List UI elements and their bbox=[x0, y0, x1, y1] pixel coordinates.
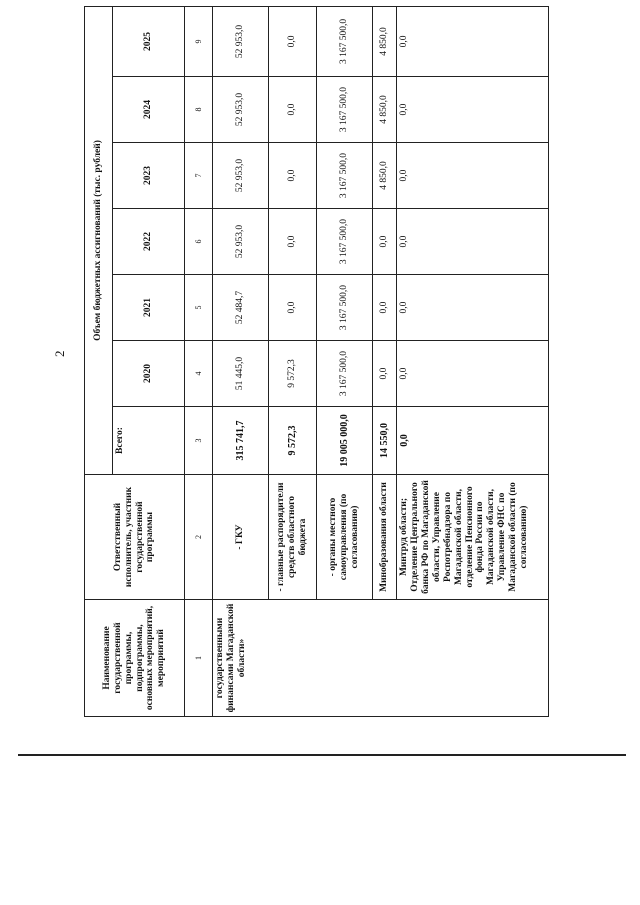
responsible-cell: Минобразования области bbox=[373, 475, 397, 600]
value-cell: 52 484,7 bbox=[213, 275, 269, 341]
index-cell: 1 bbox=[185, 600, 213, 717]
header-year: 2020 bbox=[113, 341, 185, 407]
value-cell: 0,0 bbox=[373, 275, 397, 341]
value-cell: 3 167 500,0 bbox=[317, 143, 373, 209]
value-cell: 0,0 bbox=[269, 77, 317, 143]
header-total: Всего: bbox=[113, 407, 185, 475]
value-cell: 3 167 500,0 bbox=[317, 275, 373, 341]
budget-table bbox=[84, 6, 549, 717]
header-year: 2024 bbox=[113, 77, 185, 143]
index-cell: 4 bbox=[185, 341, 213, 407]
index-cell: 6 bbox=[185, 209, 213, 275]
value-cell: 0,0 bbox=[269, 275, 317, 341]
header-year: 2025 bbox=[113, 6, 185, 76]
responsible-cell: - ГКУ bbox=[213, 475, 269, 600]
value-cell: 0,0 bbox=[397, 6, 549, 76]
value-cell: 3 167 500,0 bbox=[317, 209, 373, 275]
value-cell: 52 953,0 bbox=[213, 143, 269, 209]
header-year: 2022 bbox=[113, 209, 185, 275]
value-cell: 4 850,0 bbox=[373, 143, 397, 209]
total-cell: 19 005 000,0 bbox=[317, 407, 373, 475]
index-cell: 7 bbox=[185, 143, 213, 209]
value-cell: 0,0 bbox=[397, 77, 549, 143]
value-cell: 52 953,0 bbox=[213, 209, 269, 275]
rotated-table-wrapper bbox=[84, 7, 634, 717]
index-cell: 8 bbox=[185, 77, 213, 143]
value-cell: 0,0 bbox=[397, 209, 549, 275]
index-cell: 9 bbox=[185, 6, 213, 76]
value-cell: 3 167 500,0 bbox=[317, 77, 373, 143]
program-name-cell: государственными финансами Магаданской области» bbox=[213, 600, 549, 717]
value-cell: 4 850,0 bbox=[373, 77, 397, 143]
value-cell: 52 953,0 bbox=[213, 6, 269, 76]
value-cell: 52 953,0 bbox=[213, 77, 269, 143]
header-responsible: Ответственный исполнитель, участник государственной программы bbox=[85, 475, 185, 600]
value-cell: 0,0 bbox=[373, 209, 397, 275]
responsible-cell: - главные распорядители средств областного бюджета bbox=[269, 475, 317, 600]
value-cell: 0,0 bbox=[397, 341, 549, 407]
value-cell: 0,0 bbox=[397, 143, 549, 209]
total-cell: 315 741,7 bbox=[213, 407, 269, 475]
value-cell: 3 167 500,0 bbox=[317, 341, 373, 407]
value-cell: 0,0 bbox=[373, 341, 397, 407]
value-cell: 0,0 bbox=[269, 143, 317, 209]
responsible-cell: Минтруд области; Отделение Центрального банка РФ по Магаданской области, Управление Роспотребнадзора по Магаданской области, отделение Пенсионного фонда России по Магаданской области, Управление ФНС по Магаданской области (по согласованию) bbox=[397, 475, 549, 600]
total-cell: 14 550,0 bbox=[373, 407, 397, 475]
value-cell: 51 445,0 bbox=[213, 341, 269, 407]
index-cell: 5 bbox=[185, 275, 213, 341]
value-cell: 0,0 bbox=[269, 209, 317, 275]
value-cell: 3 167 500,0 bbox=[317, 6, 373, 76]
page-number: 2 bbox=[52, 350, 67, 357]
horizontal-rule bbox=[18, 754, 626, 756]
total-cell: 9 572,3 bbox=[269, 407, 317, 475]
value-cell: 9 572,3 bbox=[269, 341, 317, 407]
header-year: 2021 bbox=[113, 275, 185, 341]
value-cell: 0,0 bbox=[269, 6, 317, 76]
total-cell: 0,0 bbox=[397, 407, 549, 475]
header-name: Наименование государственной программы, подпрограммы, основных мероприятий, мероприятий bbox=[85, 600, 185, 717]
index-cell: 3 bbox=[185, 407, 213, 475]
responsible-cell: - органы местного самоуправления (по согласованию) bbox=[317, 475, 373, 600]
index-cell: 2 bbox=[185, 475, 213, 600]
value-cell: 0,0 bbox=[397, 275, 549, 341]
header-year: 2023 bbox=[113, 143, 185, 209]
value-cell: 4 850,0 bbox=[373, 6, 397, 76]
header-volume: Объем бюджетных ассигнований (тыс. рублей) bbox=[85, 6, 113, 474]
